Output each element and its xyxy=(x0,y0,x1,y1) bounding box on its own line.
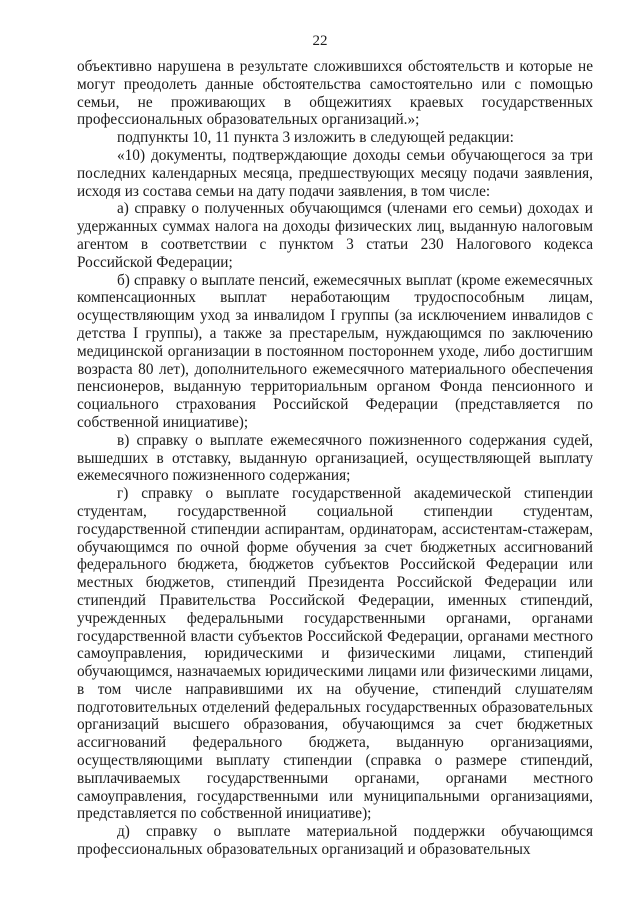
document-body xyxy=(77,58,593,859)
paragraph-item-g: г) справку о выплате государственной академической стипендии студентам, государственной социальной стипендии студентам, государственной стипендии аспирантам, ординаторам, ассистентам-стажерам, обучающимся по очной форме обучения за счет бюджетных ассигнований федерального бюджета, бюджетов субъектов Российской Федерации или местных бюджетов, стипендий Президента Российской Федерации или стипендий Правительства Российской Федерации, именных стипендий, учрежденных федеральными государственными органами, органами государственной власти субъектов Российской Федерации, органами местного самоуправления, юридическими и физическими лицами, стипендий обучающимся, назначаемых юридическими лицами или физическими лицами, в том числе направившими их на обучение, стипендий слушателям подготовительных отделений федеральных государственных образовательных организаций высшего образования, обучающимся за счет бюджетных ассигнований федерального бюджета, выданную организациями, осуществляющими выплату стипендии (справка о размере стипендий, выплачиваемых государственными органами, органами местного самоуправления, государственными или муниципальными организациями, представляется по собственной инициативе); xyxy=(77,485,593,823)
paragraph-continuation: объективно нарушена в результате сложившихся обстоятельств и которые не могут преодолеть данные обстоятельства самостоятельно или с помощью семьи, не проживающих в общежитиях краевых государственных профессиональных образовательных организаций.»; xyxy=(77,58,593,129)
paragraph-item-d: д) справку о выплате материальной поддержки обучающимся профессиональных образовательных организаций и образовательных xyxy=(77,823,593,859)
paragraph-item-v: в) справку о выплате ежемесячного пожизненного содержания судей, вышедших в отставку, выданную организацией, осуществляющей выплату ежемесячного пожизненного содержания; xyxy=(77,431,593,485)
paragraph-item-b: б) справку о выплате пенсий, ежемесячных выплат (кроме ежемесячных компенсационных выплат неработающим трудоспособным лицам, осуществляющим уход за инвалидом I группы (за исключением инвалидов с детства I группы), а также за престарелым, нуждающимся по заключению медицинской организации в постоянном постороннем уходе, либо достигшим возраста 80 лет), дополнительного ежемесячного материального обеспечения пенсионеров, выданную территориальным органом Фонда пенсионного и социального страхования Российской Федерации (представляется по собственной инициативе); xyxy=(77,271,593,431)
page-number: 22 xyxy=(312,33,328,49)
paragraph-item-a: а) справку о полученных обучающимся (членами его семьи) доходах и удержанных суммах налога на доходы физических лиц, выданную налоговым агентом в соответствии с пунктом 3 статьи 230 Налогового кодекса Российской Федерации; xyxy=(77,200,593,271)
paragraph-subpoints-intro: подпункты 10, 11 пункта 3 изложить в следующей редакции: xyxy=(117,129,514,147)
paragraph-item-10: «10) документы, подтверждающие доходы семьи обучающегося за три последних календарных месяца, предшествующих месяцу подачи заявления, исходя из состава семьи на дату подачи заявления, в том числе: xyxy=(77,146,593,200)
